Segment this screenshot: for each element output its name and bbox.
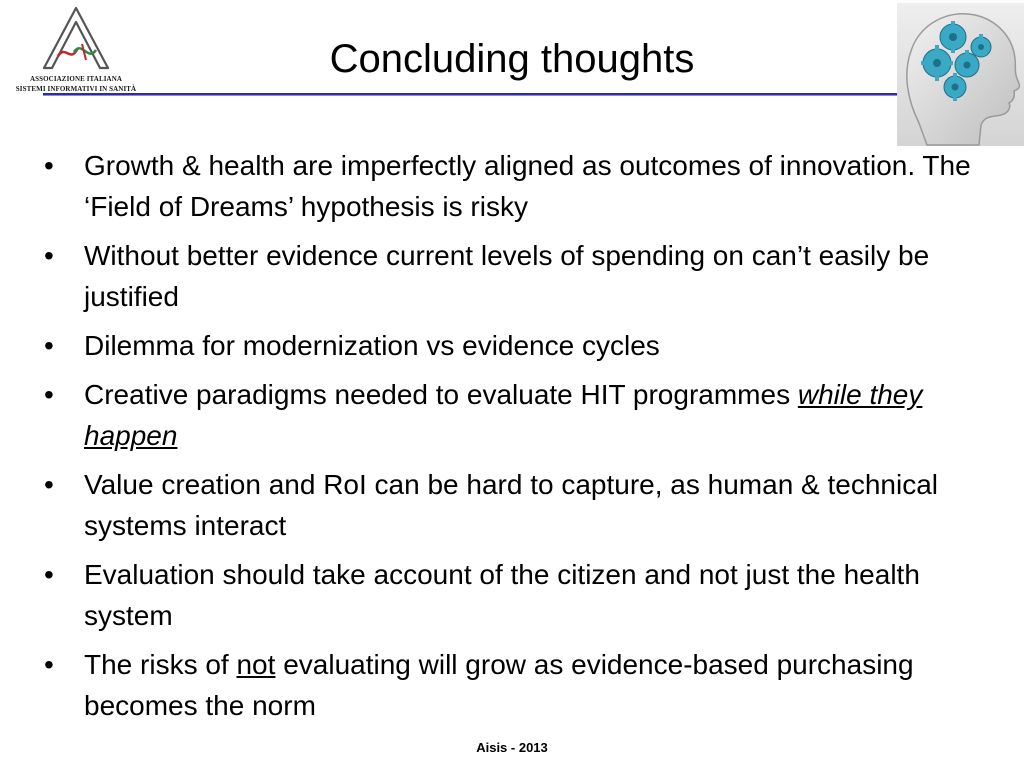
bullet-text: Evaluation should take account of the citizen and not just the health system [84,559,920,631]
bullet-marker: • [44,559,54,590]
bullet-marker: • [44,240,54,271]
bullet-marker: • [44,469,54,500]
logo-text-line1: ASSOCIAZIONE ITALIANA [29,75,123,83]
logo-text-line2: SISTEMI INFORMATIVI IN SANITÀ [15,85,137,93]
slide-title: Concluding thoughts [329,37,695,81]
bullet-item [44,374,999,456]
brain-gears-image [897,3,1024,146]
bullet-item [44,464,999,546]
emphasis-text: while they happen [84,379,923,451]
slide-footer: Aisis - 2013 [476,740,548,755]
title-divider-shadow [43,95,901,96]
bullet-marker: • [44,330,54,361]
bullet-marker: • [44,379,54,410]
bullet-text: Dilemma for modernization vs evidence cycles [84,330,660,361]
bullet-text: Growth & health are imperfectly aligned as outcomes of innovation. The ‘Field of Dreams’ hypothesis is risky [84,150,971,222]
bullet-item [44,325,999,366]
bullet-text: Creative paradigms needed to evaluate HIT programmes [84,379,798,410]
bullet-marker: • [44,150,54,181]
bullet-text: evaluating will grow as evidence-based purchasing becomes the norm [84,649,914,721]
bullet-item [44,554,999,636]
bullet-item [44,644,999,726]
brain-gears-icon [897,3,1024,146]
bullet-text: Without better evidence current levels of spending on can’t easily be justified [84,240,930,312]
bullet-text: The risks of [84,649,237,680]
bullet-item [44,235,999,317]
bullet-list [44,145,999,734]
emphasis-text: not [236,649,276,680]
bullet-marker: • [44,649,54,680]
bullet-item [44,145,999,227]
bullet-text: Value creation and RoI can be hard to capture, as human & technical systems interact [84,469,939,541]
